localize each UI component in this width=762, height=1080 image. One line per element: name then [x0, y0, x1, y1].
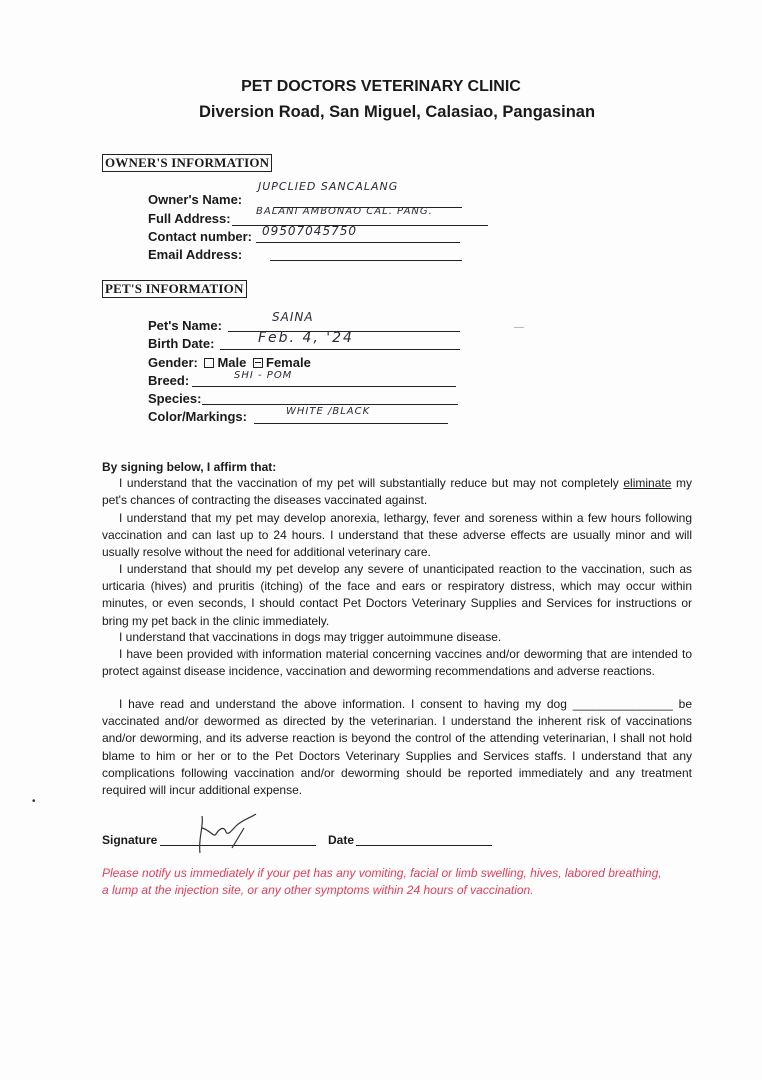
breed-value: SHI - POM [234, 370, 293, 381]
stray-dot: • [32, 796, 36, 807]
gender-label: Gender: [148, 355, 198, 370]
full-address-value: BALANI AMBONAO CAL. PANG. [256, 206, 433, 217]
color-markings-label: Color/Markings: [148, 409, 247, 424]
gender-female-label: Female [266, 355, 311, 370]
clinic-address: Diversion Road, San Miguel, Calasiao, Pangasinan [198, 103, 596, 121]
date-line[interactable] [356, 845, 492, 846]
birth-date-label: Birth Date: [148, 336, 215, 351]
agreement-paragraph-1: I understand that the vaccination of my pet will substantially reduce but may not completely eliminate my pet's chances of contracting the diseases vaccinated against. [102, 476, 692, 508]
female-checkbox[interactable] [253, 358, 263, 368]
male-checkbox[interactable] [204, 358, 214, 368]
birth-date-line[interactable] [220, 349, 460, 350]
post-vaccination-notice: Please notify us immediately if your pet has any vomiting, facial or limb swelling, hives, labored breathing, a lump at the injection site, or any other symptoms within 24 hours of vaccination. [102, 866, 662, 897]
pet-section-heading: PET'S INFORMATION [102, 280, 247, 298]
agreement-paragraph-5: I have been provided with information material concerning vaccines and/or deworming that are intended to protect against disease incidence, vaccination and deworming recommendations and adverse reactions. [102, 647, 692, 679]
breed-label: Breed: [148, 373, 190, 388]
signature-label: Signature [102, 833, 158, 847]
agreement-paragraph-2: I understand that my pet may develop anorexia, lethargy, fever and soreness within a few hours following vaccination and can last up to 24 hours. I understand that these adverse effects are usually minor and will usually resolve without the need for additional veterinary care. [102, 511, 692, 560]
owner-name-label: Owner's Name: [148, 192, 243, 207]
email-address-line[interactable] [270, 260, 462, 261]
gender-male-label: Male [217, 355, 247, 370]
signature-scribble [186, 808, 266, 858]
birth-date-value: Feb. 4, '24 [258, 330, 354, 346]
contact-number-value: 09507045750 [262, 224, 357, 238]
color-markings-value: WHITE /BLACK [286, 406, 371, 417]
agreement-paragraph-4: I understand that vaccinations in dogs may trigger autoimmune disease. [119, 630, 502, 644]
affirm-heading: By signing below, I affirm that: [102, 460, 277, 474]
agreement-paragraph-6: I have read and understand the above information. I consent to having my dog _______________ be vaccinated and/or dewormed as directed by the veterinarian. I understand the inherent risk of vaccinations and/or deworming, and its adverse reaction is beyond the control of the attending veterinarian, I shall not hold blame to him or her or to the Pet Doctors Veterinary Supplies and Services staffs. I understand that any complications following vaccination and/or deworming should be reported immediately and any treatment required will incur additional expense. [102, 697, 692, 798]
pet-name-value: SAINA [272, 310, 314, 324]
owner-name-value: JUPCLIED SANCALANG [258, 180, 399, 193]
contact-number-line[interactable] [256, 242, 460, 243]
species-line[interactable] [202, 404, 458, 405]
date-label: Date [328, 833, 355, 847]
contact-number-label: Contact number: [148, 229, 252, 244]
pet-name-label: Pet's Name: [148, 318, 222, 333]
color-markings-line[interactable] [254, 423, 448, 424]
stray-mark: — [514, 322, 524, 333]
agreement-paragraph-3: I understand that should my pet develop any severe of unanticipated reaction to the vaccination, such as urticaria (hives) and pruritis (itching) of the face and ears or respiratory distress, which may occur within minutes, or even seconds, I should contact Pet Doctors Veterinary Supplies and Services for instructions or bring my pet back in the clinic immediately. [102, 562, 692, 628]
full-address-label: Full Address: [148, 211, 231, 226]
clinic-name: PET DOCTORS VETERINARY CLINIC [241, 78, 521, 95]
gender-row [148, 355, 311, 370]
breed-line[interactable] [192, 386, 456, 387]
species-label: Species: [148, 391, 202, 406]
email-address-label: Email Address: [148, 247, 243, 262]
owner-section-heading: OWNER'S INFORMATION [102, 154, 272, 172]
